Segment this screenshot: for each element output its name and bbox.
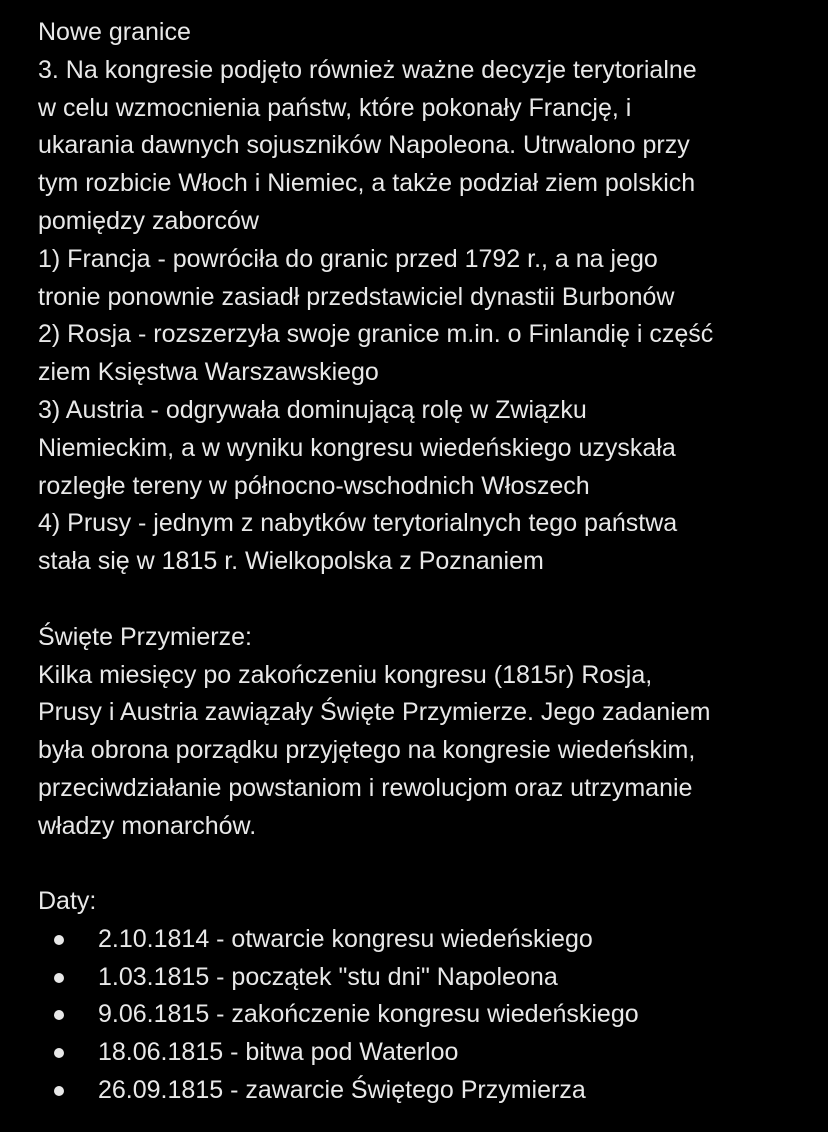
bullet-icon <box>54 1086 64 1096</box>
text-line: Kilka miesięcy po zakończeniu kongresu (1815r) Rosja, <box>38 660 653 689</box>
holy-alliance-paragraph <box>38 657 808 846</box>
text-line: 2) Rosja - rozszerzyła swoje granice m.in. o Finlandię i część <box>38 320 714 349</box>
date-entry-text: 18.06.1815 - bitwa pod Waterloo <box>98 1037 459 1066</box>
text-line: 3. Na kongresie podjęto również ważne decyzje terytorialne <box>38 55 697 84</box>
section-spacer <box>38 846 808 884</box>
text-line: ukarania dawnych sojuszników Napoleona. Utrwalono przy <box>38 131 690 160</box>
borders-paragraph <box>38 52 808 581</box>
text-line: 1) Francja - powróciła do granic przed 1792 r., a na jego <box>38 244 658 273</box>
text-line: 4) Prusy - jednym z nabytków terytorialnych tego państwa <box>38 509 678 538</box>
date-entry-text: 1.03.1815 - początek "stu dni" Napoleona <box>98 962 558 991</box>
list-item <box>38 996 808 1034</box>
date-entry-text: 9.06.1815 - zakończenie kongresu wiedeńskiego <box>98 1000 639 1029</box>
date-entry-text: 2.10.1814 - otwarcie kongresu wiedeńskiego <box>98 925 593 954</box>
bullet-icon <box>54 973 64 983</box>
bullet-icon <box>54 935 64 945</box>
text-line: przeciwdziałanie powstaniom i rewolucjom oraz utrzymanie <box>38 773 693 802</box>
section-heading-dates: Daty: <box>38 887 97 916</box>
list-item <box>38 1034 808 1072</box>
text-line: pomiędzy zaborców <box>38 206 259 235</box>
text-line: ziem Księstwa Warszawskiego <box>38 358 379 387</box>
text-line: Prusy i Austria zawiązały Święte Przymierze. Jego zadaniem <box>38 698 711 727</box>
text-line: była obrona porządku przyjętego na kongresie wiedeńskim, <box>38 736 696 765</box>
section-heading-holy-alliance: Święte Przymierze: <box>38 622 252 651</box>
notes-document <box>38 14 808 1109</box>
list-item <box>38 1072 808 1110</box>
section-heading-borders: Nowe granice <box>38 18 191 46</box>
text-line: tym rozbicie Włoch i Niemiec, a także podział ziem polskich <box>38 169 696 198</box>
bullet-icon <box>54 1048 64 1058</box>
date-entry-text: 26.09.1815 - zawarcie Świętego Przymierza <box>98 1075 586 1104</box>
list-item <box>38 921 808 959</box>
text-line: Niemieckim, a w wyniku kongresu wiedeńskiego uzyskała <box>38 433 676 462</box>
text-line: rozległe tereny w północno-wschodnich Włoszech <box>38 471 590 500</box>
text-line: 3) Austria - odgrywała dominującą rolę w Związku <box>38 395 587 424</box>
bullet-icon <box>54 1010 64 1020</box>
list-item <box>38 959 808 997</box>
text-line: stała się w 1815 r. Wielkopolska z Poznaniem <box>38 547 544 576</box>
text-line: władzy monarchów. <box>38 811 257 840</box>
section-spacer <box>38 581 808 619</box>
dates-list <box>38 921 808 1109</box>
text-line: w celu wzmocnienia państw, które pokonały Francję, i <box>38 93 632 122</box>
text-line: tronie ponownie zasiadł przedstawiciel dynastii Burbonów <box>38 282 675 311</box>
